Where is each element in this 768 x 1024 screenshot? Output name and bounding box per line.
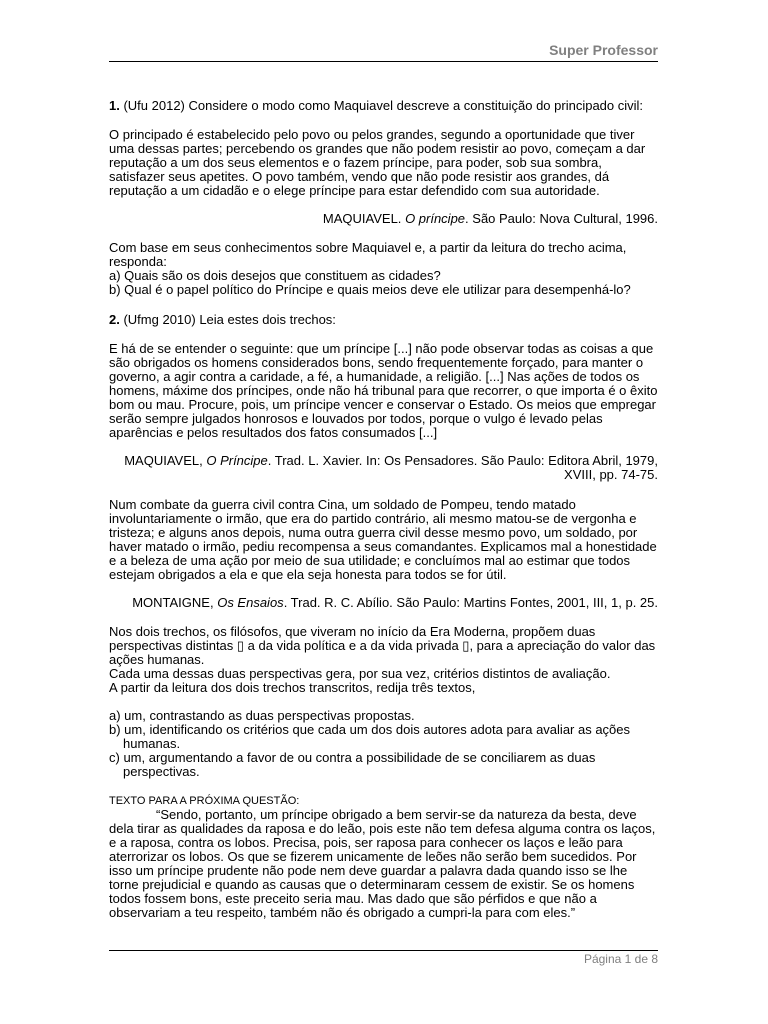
brand-name: Super Professor bbox=[549, 42, 658, 58]
next-question-label: TEXTO PARA A PRÓXIMA QUESTÃO: bbox=[109, 795, 300, 807]
question-1-number: 1. bbox=[109, 98, 120, 113]
question-2-item-a: a) um, contrastando as duas perspectivas propostas. bbox=[109, 708, 415, 723]
question-2-citation-1: MAQUIAVEL, O Príncipe. Trad. L. Xavier. In: Os Pensadores. São Paulo: Editora Abril, 1979, XVIII, pp. 74-75. bbox=[124, 453, 658, 482]
question-1-item-b: b) Qual é o papel político do Príncipe e quais meios deve ele utilizar para desempenhá-lo? bbox=[109, 282, 631, 297]
question-2-item-b: b) um, identificando os critérios que cada um dos dois autores adota para avaliar as ações humanas. bbox=[109, 722, 631, 751]
question-2-paragraph-1: Nos dois trechos, os filósofos, que viveram no início da Era Moderna, propõem duas perspectivas distintas ▯ a da vida política e a da vida privada ▯, para a apreciação do valor das ações humanas. bbox=[109, 624, 656, 667]
header-rule bbox=[109, 61, 658, 62]
question-2-paragraph-3: A partir da leitura dos dois trechos transcritos, redija três textos, bbox=[109, 680, 476, 695]
question-1-intro: 1. (Ufu 2012) Considere o modo como Maquiavel descreve a constituição do principado civil: bbox=[109, 98, 644, 113]
question-2-text-1: E há de se entender o seguinte: que um príncipe [...] não pode observar todas as coisas a que são obrigados os homens considerados bons, sendo frequentemente forçado, para manter o governo, a agir contra a caridade, a fé, a humanidade, a religião. [...] Nas ações de todos os homens, máxime dos príncipes, onde não há tribunal para que recorrer, o que importa é o êxito bom ou mau. Procure, pois, um príncipe vencer e conservar o Estado. Os meios que empregar serão sempre julgados honrosos e louvados por todos, porque o vulgo é levado pelas aparências e pelos resultados dos fatos consumados [...] bbox=[109, 341, 658, 440]
next-question-quote: “Sendo, portanto, um príncipe obrigado a bem servir-se da natureza da besta, deve dela tirar as qualidades da raposa e do leão, pois este não tem defesa alguma contra os laços, e a raposa, contra os lobos. Precisa, pois, ser raposa para conhecer os laços e leão para aterrorizar os lobos. Os que se fizerem unicamente de leões não serão bem sucedidos. Por isso um príncipe prudente não pode nem deve guardar a palavra dada quando isso se lhe torne prejudicial e quando as causas que o determinaram cessem de existir. Se os homens todos fossem bons, este preceito seria mau. Mas dado que são pérfidos e que não a observariam a teu respeito, também não és obrigado a cumpri-la para com eles.” bbox=[109, 807, 656, 920]
question-2-citation-2: MONTAIGNE, Os Ensaios. Trad. R. C. Abílio. São Paulo: Martins Fontes, 2001, III, 1, p. 25. bbox=[132, 595, 658, 610]
question-2-paragraph-2: Cada uma dessas duas perspectivas gera, por sua vez, critérios distintos de avaliação. bbox=[109, 666, 611, 681]
question-1-citation: MAQUIAVEL. O príncipe. São Paulo: Nova Cultural, 1996. bbox=[322, 211, 658, 226]
page-number: Página 1 de 8 bbox=[583, 952, 658, 966]
document-body bbox=[109, 99, 658, 920]
question-2-number: 2. bbox=[109, 312, 120, 327]
question-1-quote: O principado é estabelecido pelo povo ou pelos grandes, segundo a oportunidade que tiver uma dessas partes; percebendo os grandes que não podem resistir ao povo, começam a dar reputação a um dos seus elementos e o fazem príncipe, para poder, sob sua sombra, satisfazer seus apetites. O povo também, vendo que não pode resistir aos grandes, dá reputação a um cidadão e o elege príncipe para estar defendido com sua autoridade. bbox=[109, 127, 646, 198]
question-1-lead: Com base em seus conhecimentos sobre Maquiavel e, a partir da leitura do trecho acima, responda: bbox=[109, 240, 627, 269]
question-1-item-a: a) Quais são os dois desejos que constituem as cidades? bbox=[109, 268, 441, 283]
question-2-intro: 2. (Ufmg 2010) Leia estes dois trechos: bbox=[109, 312, 336, 327]
question-2-item-c: c) um, argumentando a favor de ou contra a possibilidade de se conciliarem as duas perspectivas. bbox=[109, 750, 596, 779]
question-2-text-2: Num combate da guerra civil contra Cina, um soldado de Pompeu, tendo matado involuntariamente o irmão, que era do partido contrário, ali mesmo matou-se de vergonha e tristeza; e alguns anos depois, numa outra guerra civil desse mesmo povo, um soldado, por haver matado o irmão, pediu recompensa a seus comandantes. Explicamos mal a honestidade e a beleza de uma ação por meio de sua utilidade; e concluímos mal ao estimar que todos estejam obrigados a ela e que ela seja honesta para todos se for útil. bbox=[109, 497, 657, 582]
page-header bbox=[109, 40, 658, 60]
footer-rule bbox=[109, 950, 658, 951]
